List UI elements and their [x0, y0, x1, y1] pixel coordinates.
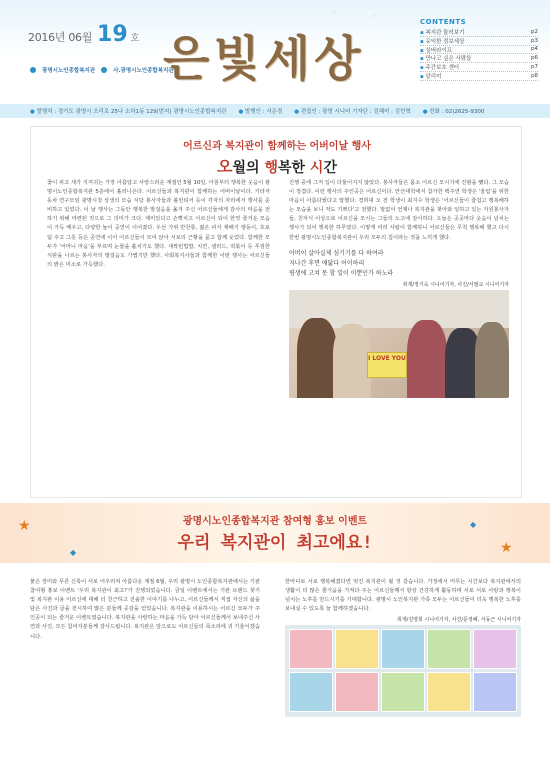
seagull-icon: ⌄ — [370, 10, 378, 20]
issue-number: 19 — [97, 22, 128, 47]
issue-info — [28, 22, 139, 47]
seagull-icon: ⌄ — [330, 6, 338, 16]
starfish-icon: ★ — [18, 518, 31, 534]
address-text: ● 발행처 : 경기도 광명시 오리로 25나 소하1동 129(번지) 광명시노인종합복지관 — [30, 107, 226, 115]
starfish-icon: ★ — [500, 540, 513, 556]
article-body: 꽃이 피고 새가 지저귀는 가장 아름답고 사랑스러운 계절인 5월 10일, 아침부터 행복한 웃음이 광명시노인종합복지관 5층에서 흘러나온다. 어르신들과 복지관이 함께하는 어버이날이다. 기타자동차 연구모임 광명시청 상생의 모습 식당 봉사자들과 볼런티어 등이 각자의 자리에서 행사를 준비하고 있었다. 이 날 행사는 그동안 행복한 발걸음을 옮겨 주신 어르신들에게 감사의 마음을 전하기 위해 마련된 것으로 그 의미가 크다. 재미있다고 손뼉치고 어르신이 되어 한껏 즐거운 모습이 가득 메우고, 다양한 놀이 공연이 이어졌다. 우선 가위 반찬통, 젊은 피자 재배기 행동이, 호로 팀 주고 그릇 등은 공연에 이어 어르신들이 모여 앉아 서로의 근황을 묻고 함께 웃었다. 함께한 모두가 '어머니 마음'을 부르며 눈물을 훔치기도 했다. 새싹빈빕밥, 치킨, 샐러드, 떡볶이 등 푸짐한 식판을 나르는 봉사자의 발걸음도 가볍기만 했다. 사회복지사들과 함께한 이번 행사는 어르신들의 밝은 미소로 가득했다. — [47, 180, 271, 268]
contents-title: CONTENTS — [420, 18, 467, 26]
event-photo — [289, 290, 509, 398]
publisher-1: 광명시노인종합복지관 — [42, 68, 96, 74]
article2-column-right — [285, 578, 521, 717]
photo-caption: 취재/정기숙 시니어기자, 사진/서필교 시니어기자 — [402, 281, 509, 288]
poem: 어버이 살아실제 섬기기를 다 하여라 지나간 후면 애닯다 어이하리 평생에 고쳐 못 할 일이 이뿐인가 하노라 — [289, 249, 394, 277]
article2-body: 붉은 장미와 푸른 신록이 서로 어우러져 아름다운 계절 6월, 우리 광명시 노인종합복지관에서는 기관 참여형 홍보 이벤트 '우리 복지관이 최고!'가 진행되었습니다. 금일 이벤트에서는 기관 브랜드 찾기 및 복지관 이용 어르신에 대해 더 친근하고 진솔한 이야기를 나누고, 어르신들께서 직접 자신의 삶을 담은 사진과 글을 전시하여 많은 분들께 공감을 얻었습니다. 복지관을 이용하시는 어르신 모두가 주인공이 되는 즐거운 이벤트였습니다. 복지관을 사랑하는 마음을 가득 담아 어르신들께서 보내주신 사연과 사진, 모든 참여자분들께 감사드립니다. 복지관은 앞으로도 어르신들의 목소리에 귀 기울이겠습니다. — [30, 579, 260, 640]
i-love-you-sign: I LOVE YOU — [367, 352, 407, 378]
article-body: 진행 중에 그저 입이 다물어지지 않았다. 봉사자들은 몸소 어르신 모시기에 진땀을 뺐다. 그 모습이 정겹다. 이런 행사의 주인공은 어르신이다. 안산대학에서 참가한 백주연 학생은 '울림'을 위한 마음이 아름다웠다고 말했다. 경희대 오 전 학생이 최지수 학생은 '어르신들이 즐겁고 행복해하는 모습을 보니 저도 기쁘다'고 전했다. 말없이 언제나 복지관을 찾아와 일하고 있는 자원봉사자들, 친자식 이상으로 어르신을 모시는 그들의 노고에 감사하다. 오늘은 곳곳마다 웃음이 넘치는 행사가 되어 행복한 하루였다. 이렇게 여러 사람이 함께하니 어르신들은 무척 행복해 했고 다시 한번 광명시노인종합복지관이 우리 모두의 집이라는 것을 느끼게 했다. — [289, 180, 509, 241]
logo-icon — [101, 67, 107, 73]
toc-item[interactable]: ▪ 주간보호 센터 p7 — [420, 63, 538, 72]
masthead-title: 은빛세상 — [163, 31, 365, 87]
article-parents-day — [30, 126, 522, 498]
publisher-text: ● 발행인 : 서은경 — [238, 107, 282, 115]
article2-body: 한마디로 서로 행복해졌다면 멋진 복지관이 될 것 같습니다. 가정에서 머무는 시간보다 복지관에서의 생활이 더 많은 즐거움을 가져다 주는 어르신들께서 항상 건강하게 활동하며 서로 서로 사랑과 행복이 넘치는 노후를 만드시기를 기대합니다. 광명시 노인복지관 가족 모두는 어르신들이 더욱 행복한 노후를 보내실 수 있도록 늘 함께하겠습니다. — [285, 579, 521, 613]
fish-icon: ◆ — [470, 520, 477, 529]
toc-item[interactable]: ▪ 실버라이프 p4 — [420, 46, 538, 55]
issue-suffix: 호 — [130, 34, 140, 44]
fish-icon: ◆ — [70, 548, 77, 557]
article-column-left — [47, 179, 270, 270]
issue-date: 2016년 06월 — [28, 31, 93, 44]
publication-info-bar — [0, 104, 550, 118]
toc-item[interactable]: ▪ 복지관 둘러보기 p2 — [420, 28, 538, 37]
photo-caption: 취재/김영희 시니어기자, 사진/문정혜, 서동근 시니어기자 — [397, 617, 521, 624]
logo-icon — [30, 67, 36, 73]
article-title: 오월의 행복한 시간 — [217, 157, 337, 176]
article-column-right — [289, 179, 509, 398]
article2-column-left — [30, 578, 260, 642]
article2-title: 우리 복지관이 최고에요! — [177, 533, 373, 553]
editor-text: ● 편집인 : 광명 시니어 기자단 : 김혜미 : 김민혁 — [294, 107, 410, 115]
phone-text: ● 전화 : 02)2625-9300 — [423, 107, 485, 115]
promo-photo-board — [285, 625, 521, 717]
article2-kicker: 광명시노인종합복지관 참여형 홍보 이벤트 — [182, 516, 368, 527]
article-kicker: 어르신과 복지관이 함께하는 어버이날 행사 — [183, 141, 371, 152]
masthead-area — [0, 0, 550, 100]
contents-box — [420, 18, 538, 81]
publisher-logos — [30, 66, 174, 74]
toc-item[interactable]: ▪ 유익한 정보세상 p3 — [420, 37, 538, 46]
toc-item[interactable]: ▪ 알리미 p8 — [420, 72, 538, 81]
toc-item[interactable]: ▪ 만나고 싶은 사람들 p6 — [420, 54, 538, 63]
publisher-2: 사.광명시노인종합복지관 — [113, 68, 174, 74]
